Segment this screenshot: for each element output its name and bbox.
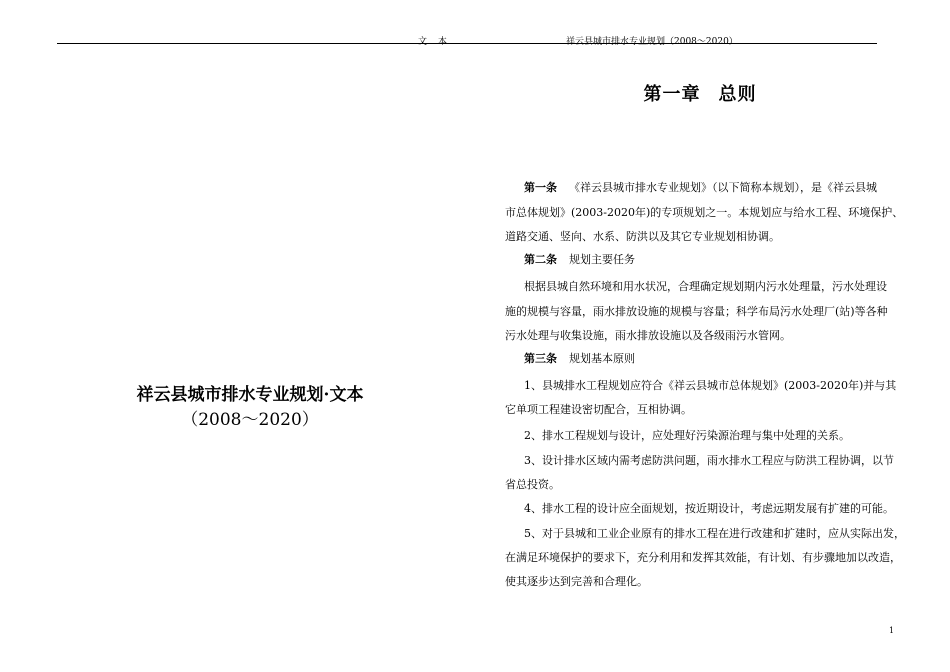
article3-label: 第三条 — [524, 352, 557, 365]
page-number: 1 — [889, 626, 895, 635]
article1-line1 — [524, 179, 924, 195]
article3-heading-line — [524, 350, 924, 366]
article2-heading: 规划主要任务 — [569, 253, 635, 266]
article2-line3: 污水处理与收集设施，雨水排放设施以及各级雨污水管网。 — [505, 329, 791, 342]
article3-p5-line2: 在满足环境保护的要求下，充分利用和发挥其效能，有计划、有步骤地加以改造， — [505, 551, 901, 564]
article2-label: 第二条 — [524, 253, 557, 266]
article1-line3: 道路交通、竖向、水系、防洪以及其它专业规划相协调。 — [505, 230, 780, 243]
article3-p4-line1: 4、排水工程的设计应全面规划，按近期设计，考虑远期发展有扩建的可能。 — [524, 502, 894, 515]
header-right-title: 祥云县城市排水专业规划（2008～2020） — [566, 37, 738, 47]
article3-p1-line2: 它单项工程建设密切配合，互相协调。 — [505, 403, 692, 416]
header-rule — [57, 43, 877, 44]
article1-line2: 市总体规划》(2003-2020年)的专项规划之一。本规划应与给水工程、环境保护、 — [505, 206, 904, 219]
article3-p2-line1: 2、排水工程规划与设计，应处理好污染源治理与集中处理的关系。 — [524, 429, 850, 442]
article3-p5-line1: 5、对于县城和工业企业原有的排水工程在进行改建和扩建时，应从实际出发， — [524, 527, 905, 540]
cover-title: 祥云县城市排水专业规划·文本 — [136, 385, 364, 405]
article2-line1: 根据县城自然环境和用水状况，合理确定规划期内污水处理量，污水处理设 — [524, 280, 887, 293]
article1-text1: 《祥云县城市排水专业规划》（以下简称本规划），是《祥云县城 — [569, 181, 877, 194]
article2-line2: 施的规模与容量，雨水排放设施的规模与容量；科学布局污水处理厂(站)等各种 — [505, 305, 888, 318]
article3-p1-line1: 1、县城排水工程规划应符合《祥云县城市总体规划》(2003-2020年)并与其 — [524, 379, 897, 392]
cover-years: （2008～2020） — [181, 410, 319, 430]
article2-heading-line — [524, 251, 924, 267]
article1-label: 第一条 — [524, 181, 557, 194]
chapter-heading — [500, 80, 900, 106]
article3-heading: 规划基本原则 — [569, 352, 635, 365]
article3-p5-line3: 使其逐步达到完善和合理化。 — [505, 575, 648, 588]
chapter-title: 总则 — [718, 84, 757, 105]
article3-p3-line2: 省总投资。 — [505, 478, 560, 491]
chapter-number: 第一章 — [643, 84, 701, 105]
header-left-label: 文 本 — [418, 37, 451, 47]
article3-p3-line1: 3、设计排水区域内需考虑防洪问题，雨水排水工程应与防洪工程协调，以节 — [524, 454, 894, 467]
